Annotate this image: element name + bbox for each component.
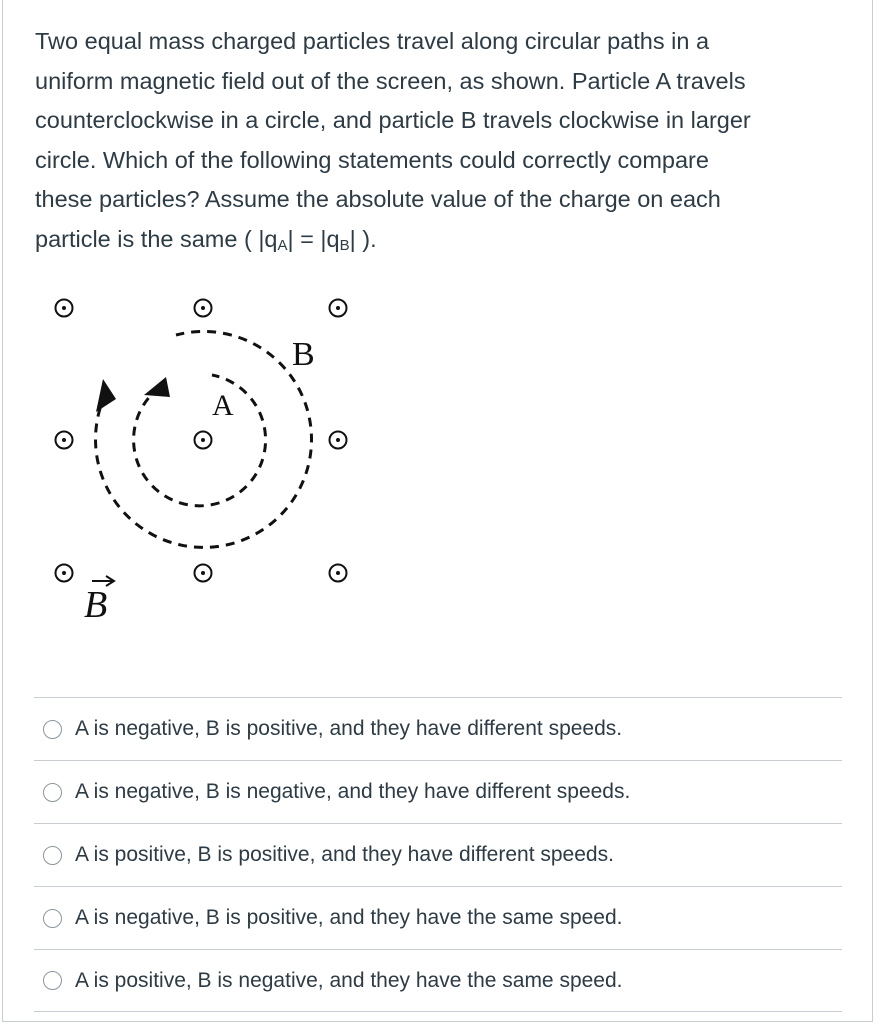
answer-label: A is negative, B is positive, and they have the same speed. [75,906,623,929]
question-line: these particles? Assume the absolute value of the charge on each [35,186,721,212]
answer-label: A is negative, B is negative, and they have different speeds. [75,780,631,803]
answer-option[interactable] [34,886,842,949]
question-line-suffix: | ). [349,225,377,252]
path-a-arrow-icon [144,377,170,397]
answer-label: A is positive, B is negative, and they have the same speed. [75,968,623,992]
magnetic-field-diagram [40,285,370,630]
answer-option[interactable] [34,697,842,760]
radio-button[interactable] [43,846,62,865]
field-vector-label: B [84,584,108,626]
answer-label: A is negative, B is positive, and they have different speeds. [75,717,623,740]
radio-button[interactable] [43,971,62,990]
radio-button[interactable] [43,783,62,802]
answer-label: A is positive, B is positive, and they have different speeds. [75,843,614,866]
answer-option[interactable] [34,949,842,1012]
radio-button[interactable] [43,720,62,739]
question-line: counterclockwise in a circle, and particle B travels clockwise in larger [35,107,751,133]
question-line [35,220,845,266]
question-line-prefix: particle is the same ( |q [35,225,278,252]
answer-option[interactable] [34,823,842,886]
question-line: uniform magnetic field out of the screen, as shown. Particle A travels [35,67,746,94]
question-line-middle: | = |q [287,225,340,252]
question-line: Two equal mass charged particles travel along circular paths in a [35,28,710,54]
subscript-a: A [277,236,288,254]
question-line: circle. Which of the following statements could correctly compare [35,146,709,173]
path-b-arrow-icon [96,379,116,412]
answer-option[interactable] [34,760,842,823]
answer-list [34,697,842,1012]
question-text [35,22,845,265]
label-b: B [292,336,315,373]
subscript-b: B [339,236,350,254]
label-a: A [212,389,234,422]
radio-button[interactable] [43,909,62,928]
diagram-svg [40,285,370,630]
